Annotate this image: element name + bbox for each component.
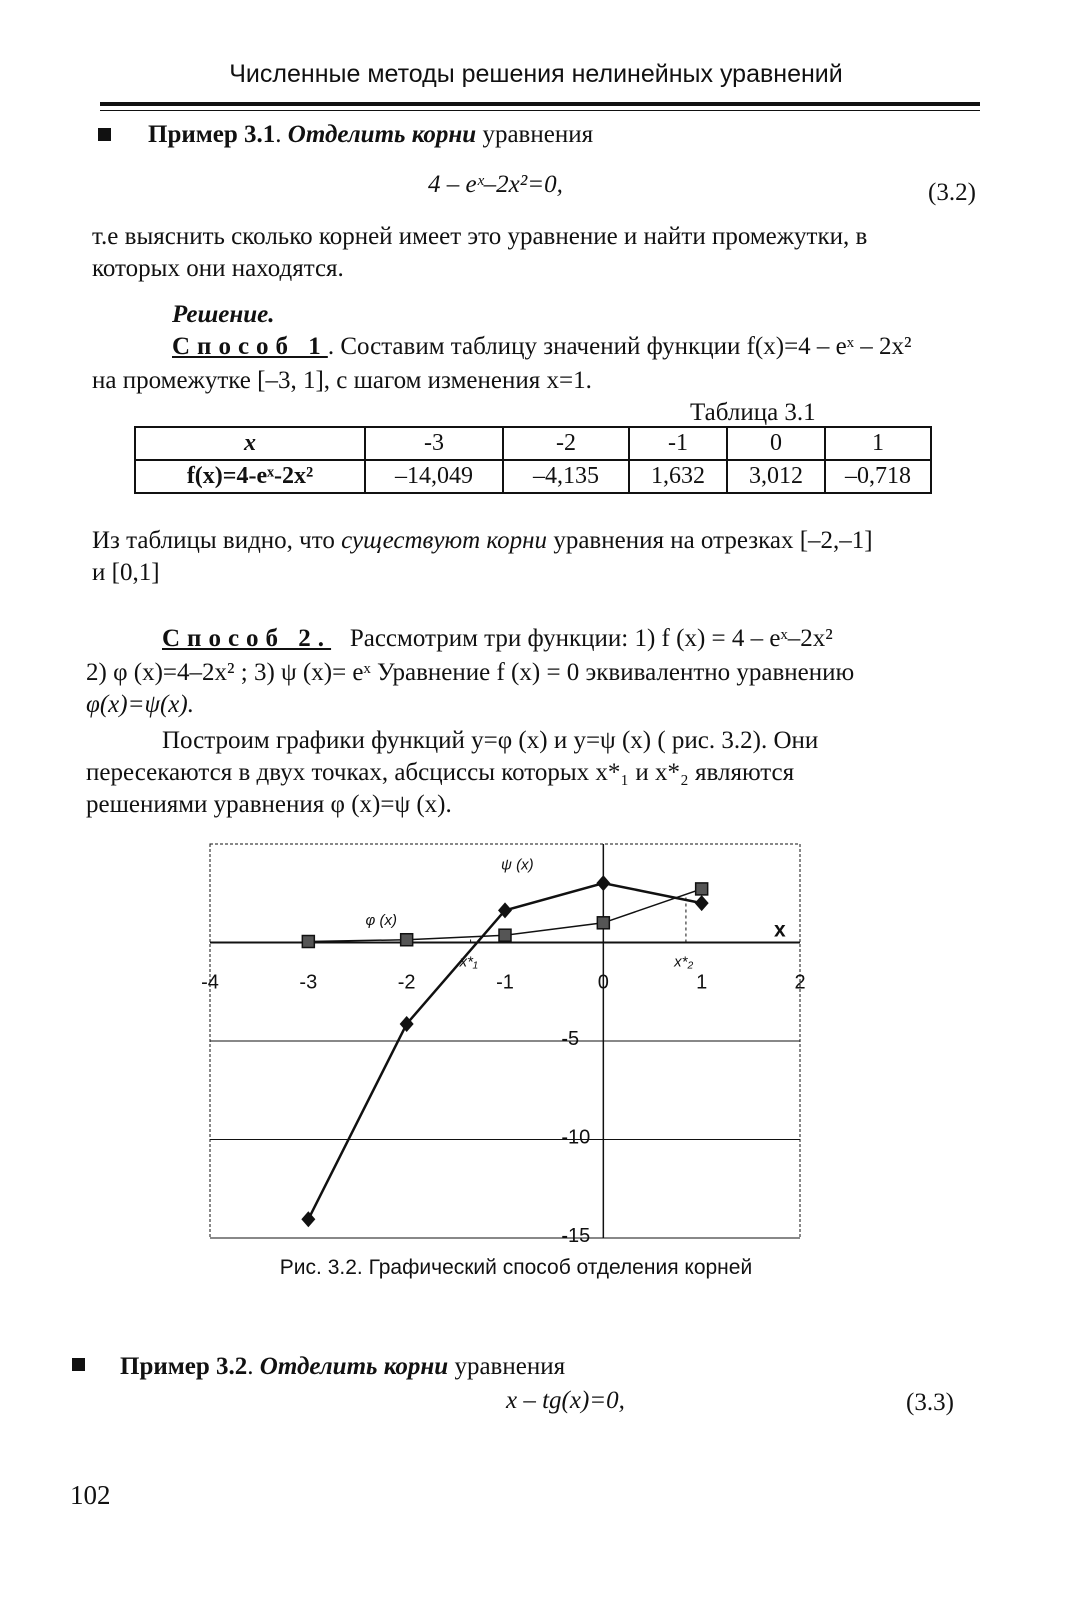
- root2-label: x*₂: [674, 953, 694, 971]
- conclusion-line2: и [0,1]: [92, 559, 160, 586]
- phi-data-point: [302, 936, 314, 948]
- x-tick-label: -4: [201, 971, 219, 994]
- table-row: [135, 460, 931, 493]
- method2-line3: φ(x)=ψ(x).: [86, 691, 194, 718]
- table-cell: -2: [503, 427, 629, 460]
- example1-heading: Пример 3.1. Отделить корни уравнения: [148, 121, 594, 148]
- table-cell: -3: [365, 427, 503, 460]
- equation-number: (3.3): [906, 1389, 954, 1416]
- x-tick-label: -1: [496, 971, 514, 994]
- example-label: Пример 3.2: [120, 1353, 248, 1380]
- phi-data-point: [499, 929, 511, 941]
- conclusion-pre: Из таблицы видно, что: [92, 527, 342, 554]
- table-cell: 0: [727, 427, 825, 460]
- equation-3-2: 4 – eˣ–2x²=0,: [428, 171, 563, 198]
- page-number: 102: [70, 1480, 111, 1510]
- example-label: Пример 3.1: [148, 121, 276, 148]
- method2-line1: [162, 622, 833, 656]
- x-tick-label: -3: [299, 971, 318, 994]
- example-task-rest: уравнения: [454, 1353, 566, 1380]
- y-tick-label: -15: [561, 1225, 591, 1247]
- table-cell: 1,632: [629, 460, 727, 493]
- psi-data-point: [301, 1211, 315, 1227]
- method1-label: Способ 1: [172, 333, 328, 360]
- x-tick-label: -2: [397, 971, 416, 994]
- table-cell: –14,049: [365, 460, 503, 493]
- y-tick-label: -5: [561, 1028, 580, 1050]
- bullet-square-icon: [72, 1358, 85, 1371]
- psi-series-label: ψ (x): [501, 856, 534, 874]
- table-header-f: f(x)=4-eˣ-2x²: [135, 460, 365, 493]
- table-title: Таблица 3.1: [690, 399, 816, 426]
- figure-caption: Рис. 3.2. Графический способ отделения корней: [279, 1256, 753, 1279]
- method1-line2: на промежутке [–3, 1], с шагом изменения x=1.: [92, 367, 592, 394]
- method2-label: Способ 2.: [162, 625, 332, 652]
- table-cell: 3,012: [727, 460, 825, 493]
- root1-label: x*₁: [459, 953, 478, 971]
- example2-heading: Пример 3.2. Отделить корни уравнения: [120, 1353, 566, 1380]
- x-tick-label: 2: [794, 971, 806, 994]
- method1-line1: [172, 330, 911, 364]
- x-tick-label: 1: [696, 971, 708, 994]
- conclusion-post: уравнения на отрезках [–2,–1]: [547, 527, 873, 554]
- equation-number: (3.2): [928, 179, 976, 206]
- header-rule-thick: [100, 102, 980, 106]
- example-task-rest: уравнения: [482, 121, 594, 148]
- phi-data-point: [696, 883, 708, 895]
- phi-data-point: [401, 934, 413, 946]
- y-tick-label: -10: [561, 1126, 591, 1149]
- example1-desc-line2: которых они находятся.: [92, 255, 344, 282]
- psi-data-point: [695, 895, 709, 911]
- example1-desc-line1: т.е выяснить сколько корней имеет это уравнение и найти промежутки, в: [92, 223, 868, 250]
- figure-3-2-chart: [190, 832, 830, 1252]
- method2-line2: 2) φ (x)=4–2x² ; 3) ψ (x)= eˣ Уравнение f (x) = 0 эквивалентно уравнению: [86, 659, 855, 686]
- solution-heading: Решение.: [172, 301, 275, 328]
- plot-line3: решениями уравнения φ (x)=ψ (x).: [86, 791, 452, 818]
- conclusion-line1: [92, 524, 873, 558]
- table-row: [135, 427, 931, 460]
- table-3-1: [134, 426, 932, 494]
- phi-series-label: φ (x): [365, 911, 397, 929]
- bullet-square-icon: [98, 128, 111, 141]
- header-rule-thin: [100, 110, 980, 111]
- plot-line2: пересекаются в двух точках, абсциссы которых x*₁ и x*₂ являются: [86, 759, 795, 786]
- x-tick-label: 0: [597, 971, 609, 994]
- equation-3-3: x – tg(x)=0,: [506, 1387, 625, 1414]
- x-axis-label: x: [774, 918, 786, 942]
- example-task: Отделить корни: [259, 1353, 449, 1380]
- conclusion-emphasis: существуют корни: [341, 527, 548, 554]
- running-head: Численные методы решения нелинейных уравнений: [229, 60, 843, 88]
- method2-text: Рассмотрим три функции: 1) f (x) = 4 – eˣ–2x²: [349, 625, 833, 652]
- example-task: Отделить корни: [287, 121, 477, 148]
- phi-data-point: [597, 917, 609, 929]
- table-cell: -1: [629, 427, 727, 460]
- method1-text: . Составим таблицу значений функции f(x)=4 – eˣ – 2x²: [327, 333, 912, 360]
- table-header-x: x: [135, 427, 365, 460]
- table-cell: –0,718: [825, 460, 931, 493]
- table-cell: 1: [825, 427, 931, 460]
- psi-data-point: [596, 875, 610, 891]
- plot-line1: Построим графики функций y=φ (x) и y=ψ (x) ( рис. 3.2). Они: [162, 727, 819, 754]
- table-cell: –4,135: [503, 460, 629, 493]
